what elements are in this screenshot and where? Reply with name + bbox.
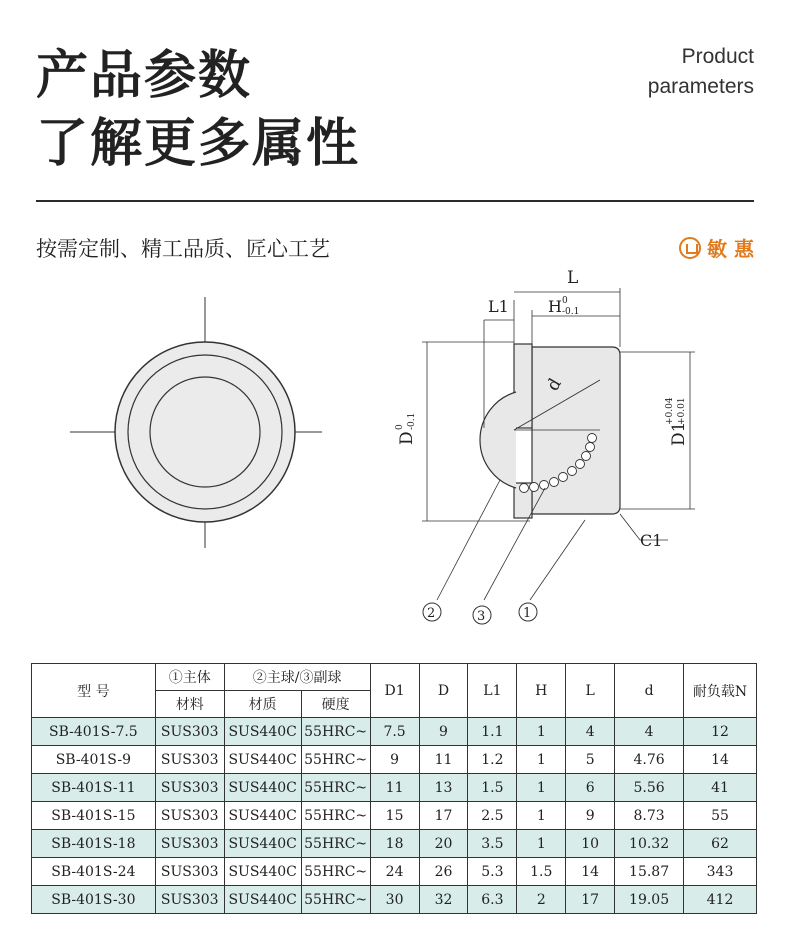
cell-body: SUS303 (155, 802, 224, 830)
cell-H: 1.5 (517, 858, 566, 886)
cell-L1: 6.3 (468, 886, 517, 914)
header-main-ball: ②主球/③副球 (224, 664, 370, 691)
cell-d: 4 (615, 718, 684, 746)
page-title-line2: 了解更多属性 (36, 114, 361, 174)
dim-label-D1-tol-bot: +0.01 (677, 397, 687, 425)
table-row (32, 802, 757, 830)
cell-model: SB-401S-30 (32, 886, 156, 914)
cell-load: 412 (684, 886, 757, 914)
cell-D: 32 (419, 886, 468, 914)
callout-3: 3 (477, 609, 486, 624)
cell-D1: 11 (370, 774, 419, 802)
cell-D: 17 (419, 802, 468, 830)
cell-d: 4.76 (615, 746, 684, 774)
cell-load: 55 (684, 802, 757, 830)
cell-hard: 55HRC~ (301, 886, 370, 914)
cell-hard: 55HRC~ (301, 858, 370, 886)
cell-d: 10.32 (615, 830, 684, 858)
spec-table (31, 663, 757, 914)
cell-D1: 24 (370, 858, 419, 886)
header-divider (36, 200, 754, 202)
header-H: H (517, 664, 566, 718)
cell-D1: 15 (370, 802, 419, 830)
brand-name: 敏 惠 (707, 237, 754, 261)
cell-D: 11 (419, 746, 468, 774)
cell-hard: 55HRC~ (301, 774, 370, 802)
dim-label-D1: D1 (669, 421, 689, 446)
cell-ball: SUS440C (224, 830, 301, 858)
cell-ball: SUS440C (224, 746, 301, 774)
header-L1: L1 (468, 664, 517, 718)
cell-L1: 1.2 (468, 746, 517, 774)
cell-L: 17 (566, 886, 615, 914)
cell-H: 1 (517, 830, 566, 858)
cell-H: 1 (517, 746, 566, 774)
cell-model: SB-401S-15 (32, 802, 156, 830)
header-L: L (566, 664, 615, 718)
cell-ball: SUS440C (224, 802, 301, 830)
dim-label-H-tol-top: 0 (562, 296, 568, 306)
cell-L: 6 (566, 774, 615, 802)
header-hardness: 硬度 (301, 691, 370, 718)
cell-L: 5 (566, 746, 615, 774)
dim-label-D-tol-bot: -0.1 (407, 412, 417, 430)
cell-hard: 55HRC~ (301, 802, 370, 830)
cell-body: SUS303 (155, 718, 224, 746)
cell-H: 1 (517, 802, 566, 830)
header-d: d (615, 664, 684, 718)
dim-label-H-tol-bot: -0.1 (562, 307, 580, 317)
header-material: 材料 (155, 691, 224, 718)
cell-body: SUS303 (155, 774, 224, 802)
cell-L: 14 (566, 858, 615, 886)
dim-label-L1: L1 (488, 297, 509, 316)
header-load: 耐负载N (684, 664, 757, 718)
cell-model: SB-401S-7.5 (32, 718, 156, 746)
callout-1: 1 (523, 606, 532, 621)
slogan: 按需定制、精工品质、匠心工艺 (36, 237, 330, 261)
header-model: 型 号 (32, 664, 156, 718)
cell-L1: 1.1 (468, 718, 517, 746)
table-row (32, 774, 757, 802)
cell-D: 26 (419, 858, 468, 886)
cell-D: 13 (419, 774, 468, 802)
cell-D: 20 (419, 830, 468, 858)
cell-L1: 2.5 (468, 802, 517, 830)
dim-label-H: H (548, 297, 562, 316)
cell-D1: 7.5 (370, 718, 419, 746)
header-D: D (419, 664, 468, 718)
table-row (32, 718, 757, 746)
cell-ball: SUS440C (224, 858, 301, 886)
table-row (32, 858, 757, 886)
header-main-body: ①主体 (155, 664, 224, 691)
cell-hard: 55HRC~ (301, 746, 370, 774)
cell-load: 62 (684, 830, 757, 858)
cell-H: 2 (517, 886, 566, 914)
cell-d: 8.73 (615, 802, 684, 830)
cell-d: 19.05 (615, 886, 684, 914)
cell-d: 5.56 (615, 774, 684, 802)
brand-logo-icon (679, 237, 701, 259)
dim-label-D-tol-top: 0 (395, 424, 405, 430)
cell-model: SB-401S-9 (32, 746, 156, 774)
table-row (32, 830, 757, 858)
english-title-line1: Product (681, 45, 754, 68)
cell-model: SB-401S-11 (32, 774, 156, 802)
cell-L: 4 (566, 718, 615, 746)
cell-body: SUS303 (155, 746, 224, 774)
cell-model: SB-401S-18 (32, 830, 156, 858)
dim-label-D: D (397, 431, 417, 445)
cell-L1: 5.3 (468, 858, 517, 886)
cell-body: SUS303 (155, 886, 224, 914)
dim-label-D1-tol-top: +0.04 (665, 397, 675, 425)
technical-drawing (0, 270, 790, 640)
header-D1: D1 (370, 664, 419, 718)
cell-hard: 55HRC~ (301, 830, 370, 858)
cell-load: 343 (684, 858, 757, 886)
dim-label-L: L (567, 270, 579, 288)
cell-L1: 3.5 (468, 830, 517, 858)
callout-2: 2 (427, 606, 436, 621)
side-view (422, 288, 695, 624)
cell-D1: 18 (370, 830, 419, 858)
cell-model: SB-401S-24 (32, 858, 156, 886)
cell-load: 14 (684, 746, 757, 774)
table-row (32, 746, 757, 774)
table-row (32, 886, 757, 914)
brand-logo (679, 233, 754, 262)
cell-D1: 30 (370, 886, 419, 914)
cell-body: SUS303 (155, 858, 224, 886)
english-title-line2: parameters (647, 75, 754, 98)
cell-H: 1 (517, 718, 566, 746)
cell-hard: 55HRC~ (301, 718, 370, 746)
cell-L: 10 (566, 830, 615, 858)
cell-body: SUS303 (155, 830, 224, 858)
dim-label-C1: C1 (640, 531, 663, 550)
header-material2: 材质 (224, 691, 301, 718)
dim-label-d: d (543, 375, 566, 395)
cell-ball: SUS440C (224, 718, 301, 746)
cell-L1: 1.5 (468, 774, 517, 802)
cell-L: 9 (566, 802, 615, 830)
cell-H: 1 (517, 774, 566, 802)
table-header-row-1 (32, 664, 757, 691)
cell-ball: SUS440C (224, 774, 301, 802)
cell-ball: SUS440C (224, 886, 301, 914)
cell-D: 9 (419, 718, 468, 746)
cell-d: 15.87 (615, 858, 684, 886)
page-title-line1: 产品参数 (36, 46, 253, 106)
front-view (70, 297, 322, 548)
cell-load: 41 (684, 774, 757, 802)
cell-load: 12 (684, 718, 757, 746)
cell-D1: 9 (370, 746, 419, 774)
